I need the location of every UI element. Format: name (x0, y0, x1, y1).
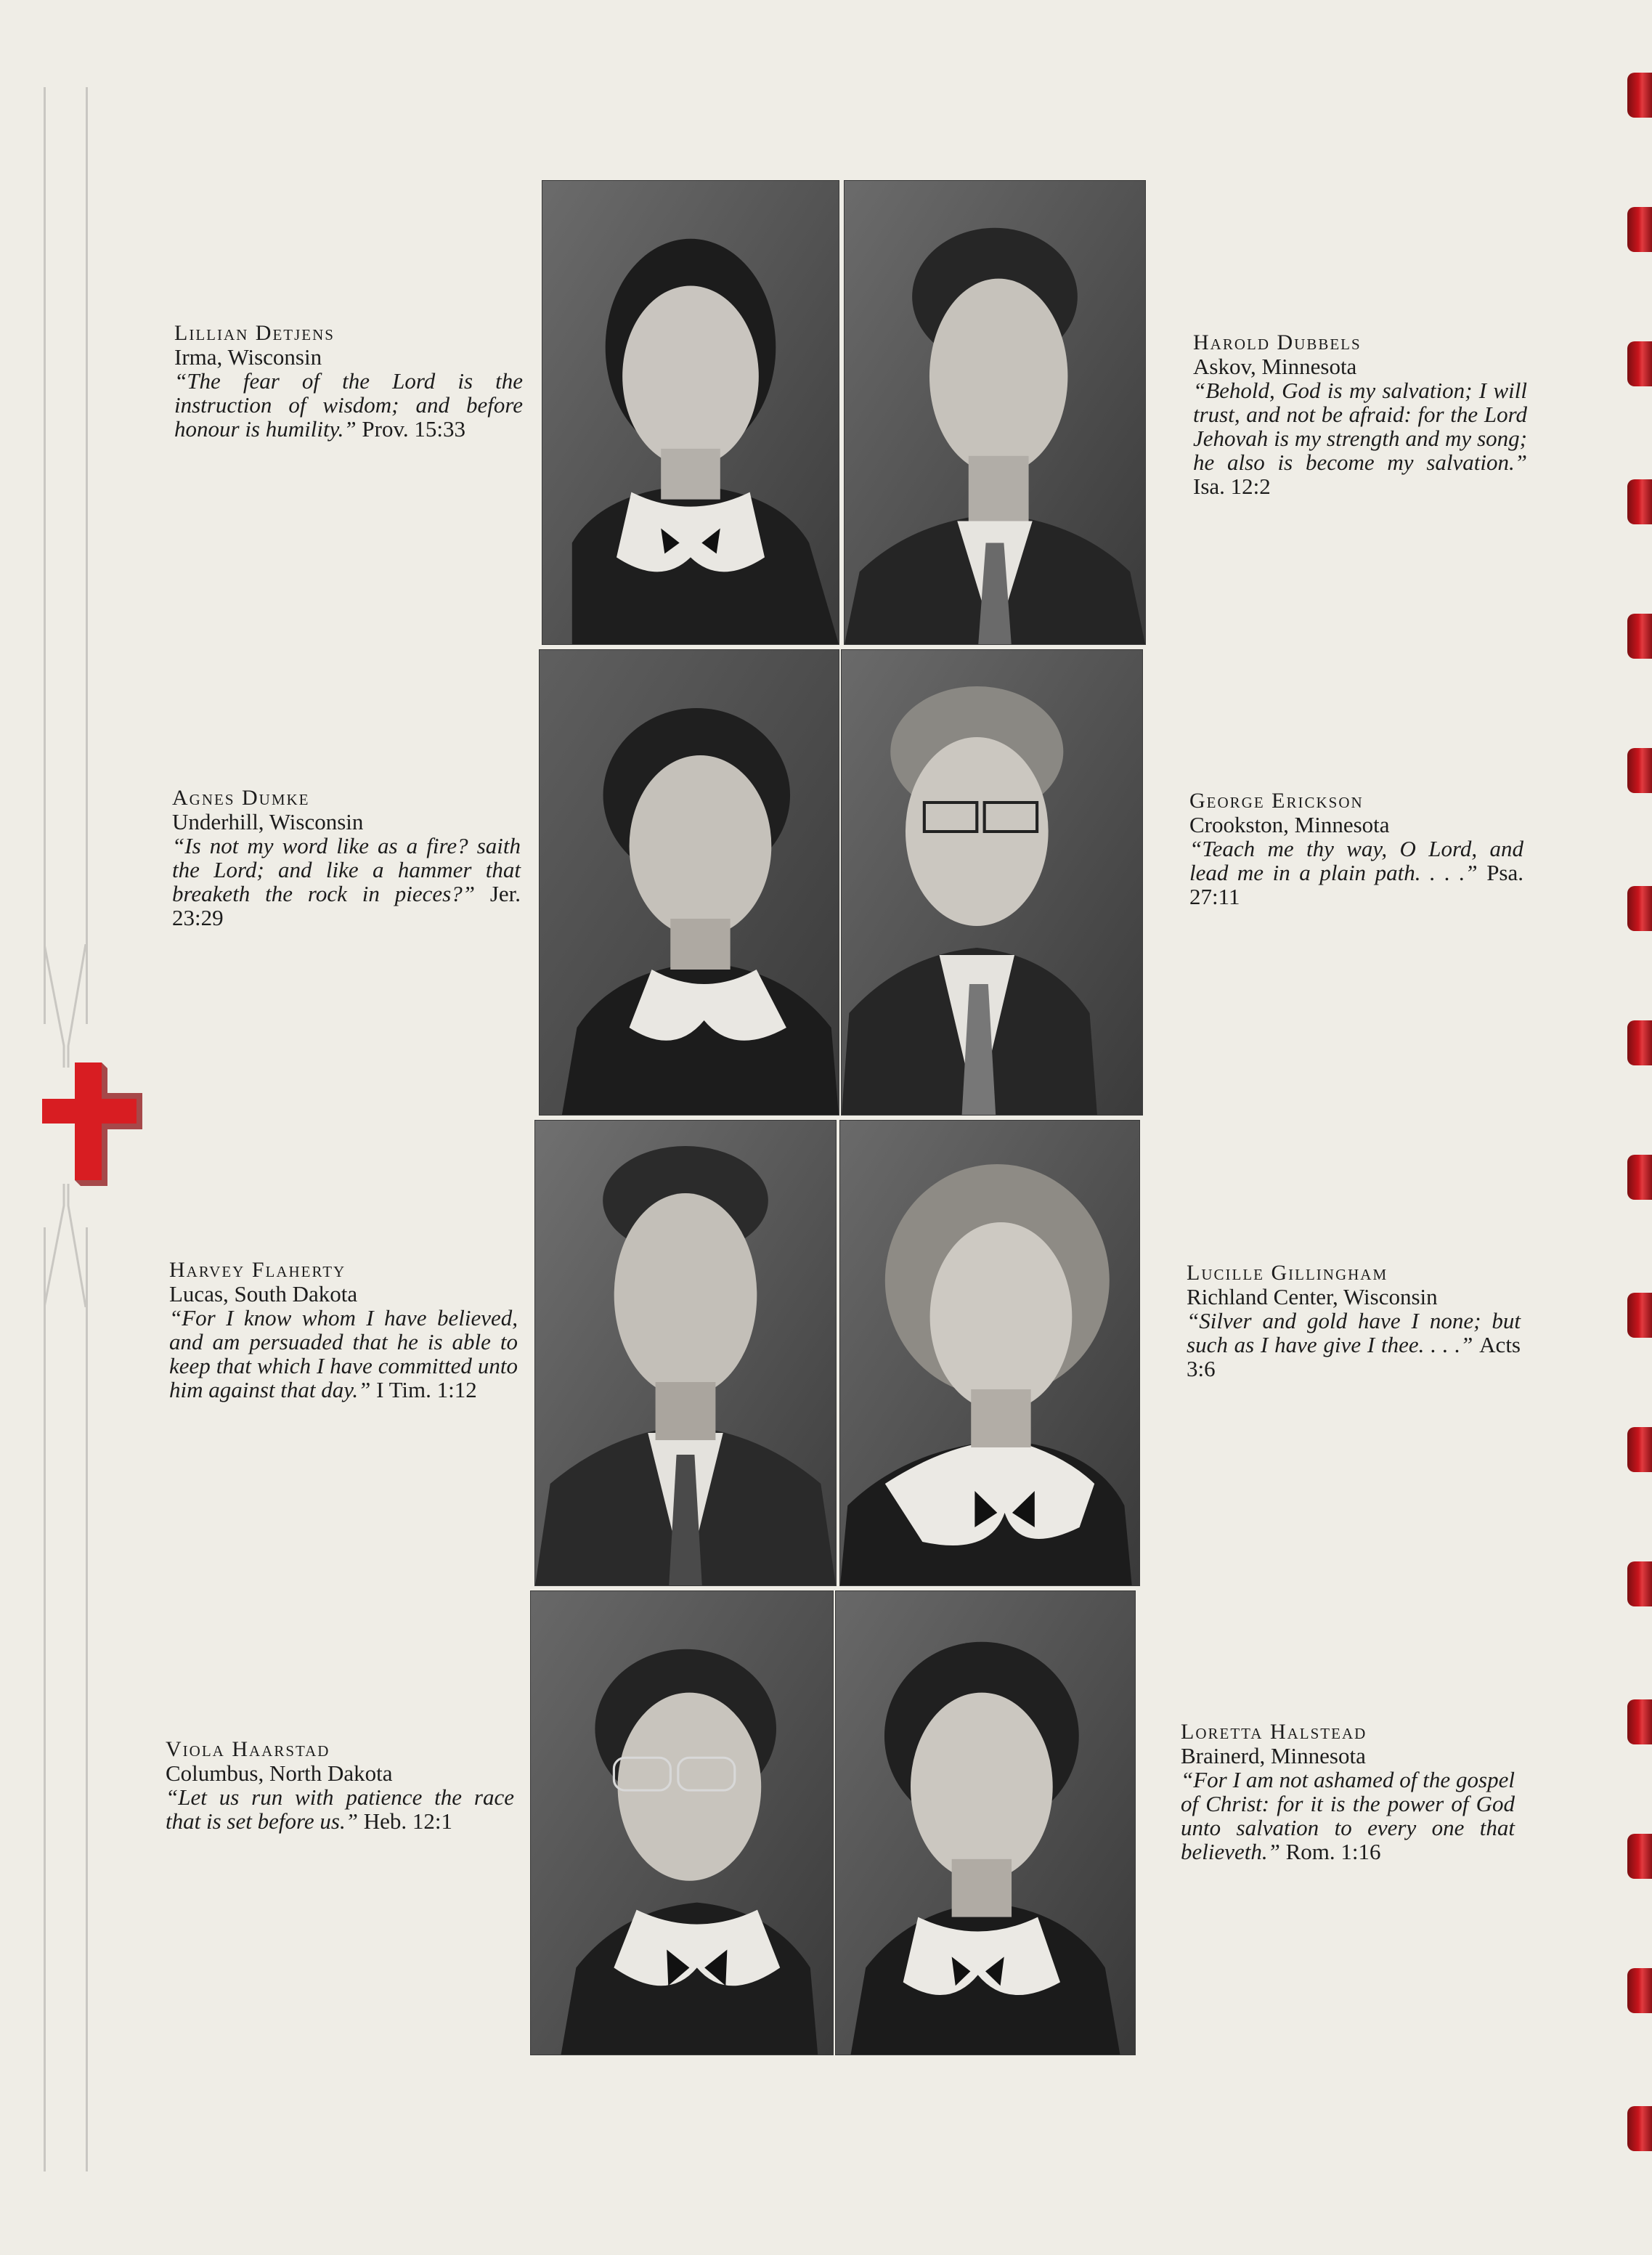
verse-text: “The fear of the Lord is the instruction of wisdom; and before honour is humility.” (174, 368, 523, 442)
binding-ring (1627, 1834, 1652, 1879)
student-verse (166, 1785, 514, 1833)
verse-reference: Rom. 1:16 (1285, 1839, 1381, 1864)
margin-rule (44, 87, 46, 1024)
verse-text: “Teach me thy way, O Lord, and lead me in a plain path. . . .” (1189, 836, 1523, 885)
student-hometown: Irma, Wisconsin (174, 344, 322, 370)
portrait-photo (534, 1120, 837, 1586)
portrait-photo (539, 649, 839, 1116)
binding-ring (1627, 479, 1652, 524)
binding-ring (1627, 1561, 1652, 1606)
verse-reference: Psa. 27:11 (1189, 860, 1524, 909)
student-caption (172, 786, 521, 930)
student-name: Harold Dubbels (1193, 330, 1362, 354)
student-hometown: Brainerd, Minnesota (1181, 1743, 1366, 1768)
margin-rule (44, 1227, 46, 2171)
binding-ring (1627, 1293, 1652, 1338)
student-name: Harvey Flaherty (169, 1258, 346, 1282)
student-caption (1187, 1261, 1521, 1381)
student-name: Loretta Halstead (1181, 1720, 1367, 1744)
student-name: Viola Haarstad (166, 1737, 330, 1761)
student-caption (169, 1258, 518, 1402)
student-name: Lillian Detjens (174, 321, 335, 345)
portrait-photo (835, 1590, 1136, 2055)
verse-reference: Heb. 12:1 (363, 1808, 452, 1834)
verse-reference: Jer. 23:29 (172, 881, 521, 930)
spiral-binding (1608, 0, 1652, 2255)
student-name: George Erickson (1189, 789, 1364, 813)
student-name: Agnes Dumke (172, 786, 310, 810)
student-caption (1193, 330, 1527, 498)
student-caption (1189, 789, 1523, 909)
binding-ring (1627, 1020, 1652, 1065)
red-cross-icon (35, 1057, 145, 1187)
student-hometown: Lucas, South Dakota (169, 1281, 358, 1307)
student-caption (174, 321, 523, 441)
verse-reference: Prov. 15:33 (362, 416, 466, 442)
verse-text: “For I know whom I have believed, and am persuaded that he is able to keep that which I have committed unto him against that day.” (169, 1305, 518, 1402)
verse-text: “Is not my word like as a fire? saith the Lord; and like a hammer that breaketh the rock in pieces?” (172, 833, 521, 906)
student-hometown: Richland Center, Wisconsin (1187, 1284, 1438, 1309)
margin-rule (86, 1227, 88, 2171)
student-caption (166, 1737, 514, 1833)
verse-reference: I Tim. 1:12 (376, 1377, 477, 1402)
student-name: Lucille Gillingham (1187, 1261, 1388, 1285)
portrait-photo (530, 1590, 834, 2055)
portrait-photo (839, 1120, 1140, 1586)
student-hometown: Columbus, North Dakota (166, 1760, 393, 1786)
portrait-photo (542, 180, 839, 645)
verse-text: “For I am not ashamed of the gospel of Christ: for it is the power of God unto salvation to every one that believeth.” (1181, 1767, 1515, 1864)
student-verse (174, 369, 523, 441)
student-caption (1181, 1720, 1515, 1864)
student-verse (1181, 1768, 1515, 1864)
verse-reference: Acts 3:6 (1187, 1332, 1521, 1381)
student-verse (172, 834, 521, 930)
binding-ring (1627, 886, 1652, 931)
binding-ring (1627, 73, 1652, 118)
verse-text: “Behold, God is my salvation; I will trust, and not be afraid: for the Lord Jehovah is my strength and my song; he also is become my salvation.” (1193, 378, 1527, 475)
verse-reference: Isa. 12:2 (1193, 474, 1271, 499)
binding-ring (1627, 2106, 1652, 2151)
portrait-photo (844, 180, 1146, 645)
binding-ring (1627, 614, 1652, 659)
student-verse (1187, 1309, 1521, 1381)
binding-ring (1627, 748, 1652, 793)
binding-ring (1627, 1968, 1652, 2013)
student-verse (169, 1306, 518, 1402)
student-hometown: Crookston, Minnesota (1189, 812, 1390, 837)
student-hometown: Askov, Minnesota (1193, 354, 1357, 379)
binding-ring (1627, 1427, 1652, 1472)
portrait-photo (841, 649, 1143, 1116)
verse-text: “Let us run with patience the race that is set before us.” (166, 1784, 514, 1834)
verse-text: “Silver and gold have I none; but such as I have give I thee. . . .” (1187, 1308, 1521, 1357)
student-hometown: Underhill, Wisconsin (172, 809, 364, 834)
binding-ring (1627, 207, 1652, 252)
binding-ring (1627, 341, 1652, 386)
student-verse (1189, 837, 1523, 909)
margin-rule (86, 87, 88, 1024)
binding-ring (1627, 1155, 1652, 1200)
student-verse (1193, 378, 1527, 498)
binding-ring (1627, 1699, 1652, 1744)
